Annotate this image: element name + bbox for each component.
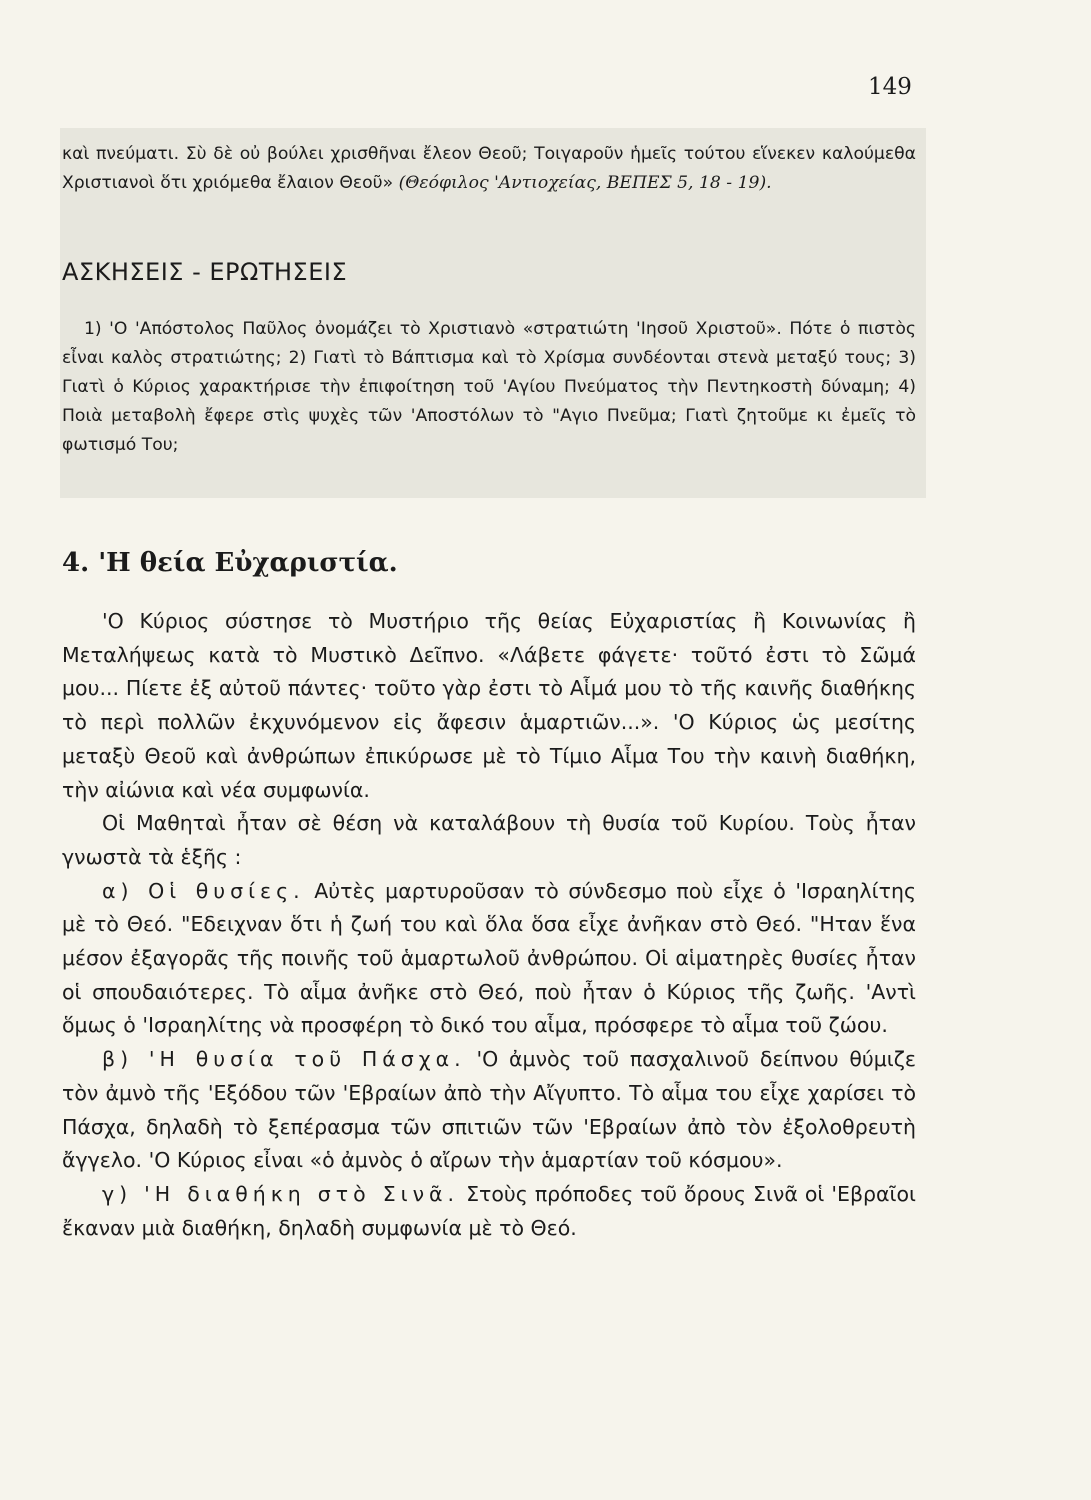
item-c-label: γ) 'Η διαθήκη στὸ Σινᾶ. <box>102 1181 460 1206</box>
item-a-label: α) Οἱ θυσίες. <box>102 878 305 903</box>
exercises-block <box>62 315 916 460</box>
item-b <box>62 1043 916 1178</box>
section-title: 4. 'Η θεία Εὐχαριστία. <box>62 548 398 578</box>
paragraph-1: 'Ο Κύριος σύστησε τὸ Μυστήριο τῆς θείας Εὐχαριστίας ἢ Κοινωνίας ἢ Μεταλήψεως κατὰ τὸ Μυστικὸ Δεῖπνο. «Λάβετε φάγετε· τοῦτό ἐστι τὸ Σῶμά μου... Πίετε ἐξ αὐτοῦ πάντες· τοῦτο γὰρ ἐστι τὸ Αἷμά μου τὸ τῆς καινῆς διαθήκης τὸ περὶ πολλῶν ἐκχυνόμενον εἰς ἄφεσιν ἁμαρτιῶν...». 'Ο Κύριος ὡς μεσίτης μεταξὺ Θεοῦ καὶ ἀνθρώπων ἐπικύρωσε μὲ τὸ Τίμιο Αἷμα Του τὴν καινὴ διαθήκη, τὴν αἰώνια καὶ νέα συμφωνία. <box>62 609 916 802</box>
section-body <box>62 605 916 1245</box>
paragraph-2: Οἱ Μαθηταὶ ἦταν σὲ θέση νὰ καταλάβουν τὴ θυσία τοῦ Κυρίου. Τοὺς ἦταν γνωστὰ τὰ ἑξῆς : <box>62 811 916 869</box>
item-b-text: 'Ο ἀμνὸς τοῦ πασχαλινοῦ δείπνου θύμιζε τὸν ἀμνὸ τῆς 'Εξόδου τῶν 'Εβραίων ἀπὸ τὴν Αἴγυπτο. Τὸ αἷμα του εἶχε χαρίσει τὸ Πάσχα, δηλαδὴ τὸ ξεπέρασμα τῶν σπιτιῶν τῶν 'Εβραίων ἀπὸ τὸν ἐξολοθρευτὴ ἄγγελο. 'Ο Κύριος εἶναι «ὁ ἀμνὸς ὁ αἴρων τὴν ἁμαρτίαν τοῦ κόσμου». <box>62 1047 916 1173</box>
exercises-heading: ΑΣΚΗΣΕΙΣ - ΕΡΩΤΗΣΕΙΣ <box>62 258 348 286</box>
quote-text: καὶ πνεύματι. Σὺ δὲ οὐ βούλει χρισθῆναι ἔλεον Θεοῦ; Τοιγαροῦν ἡμεῖς τούτου εἵνεκεν καλούμεθα Χριστιανοὶ ὅτι χριόμεθα ἔλαιον Θεοῦ» <box>62 144 916 193</box>
quote-block <box>62 140 916 198</box>
item-a-text: Αὐτὲς μαρτυροῦσαν τὸ σύνδεσμο ποὺ εἶχε ὁ 'Ισραηλίτης μὲ τὸ Θεό. "Εδειχναν ὅτι ἡ ζωή του καὶ ὅλα ὅσα εἶχε ἀνῆκαν στὸ Θεό. "Ηταν ἕνα μέσον ἐξαγορᾶς τῆς ποινῆς τοῦ ἁμαρτωλοῦ ἀνθρώπου. Οἱ αἱματηρὲς θυσίες ἦταν οἱ σπουδαιότερες. Τὸ αἷμα ἀνῆκε στὸ Θεό, ποὺ ἦταν ὁ Κύριος τῆς ζωῆς. 'Αντὶ ὅμως ὁ 'Ισραηλίτης νὰ προσφέρη τὸ δικό του αἷμα, πρόσφερε τὸ αἷμα τοῦ ζώου. <box>62 878 916 1038</box>
item-a <box>62 875 916 1044</box>
quote-citation: (Θεόφιλος 'Αντιοχείας, ΒΕΠΕΣ 5, 18 - 19). <box>398 173 772 193</box>
item-c-text: Στοὺς πρόποδες τοῦ ὄρους Σινᾶ οἱ 'Εβραῖοι ἔκαναν μιὰ διαθήκη, δηλαδὴ συμφωνία μὲ τὸ Θεό. <box>62 1181 916 1240</box>
item-b-label: β) 'Η θυσία τοῦ Πάσχα. <box>102 1047 466 1072</box>
item-c <box>62 1178 916 1245</box>
page-number: 149 <box>868 74 912 100</box>
exercises-text: 1) 'Ο 'Απόστολος Παῦλος ὀνομάζει τὸ Χριστιανὸ «στρατιώτη 'Ιησοῦ Χριστοῦ». Πότε ὁ πιστὸς εἶναι καλὸς στρατιώτης; 2) Γιατὶ τὸ Βάπτισμα καὶ τὸ Χρίσμα συνδέονται στενὰ μεταξύ τους; 3) Γιατὶ ὁ Κύριος χαρακτήρισε τὴν ἐπιφοίτηση τοῦ 'Αγίου Πνεύματος τὴν Πεντηκοστὴ δύναμη; 4) Ποιὰ μεταβολὴ ἔφερε στὶς ψυχὲς τῶν 'Αποστόλων τὸ "Αγιο Πνεῦμα; Γιατὶ ζητοῦμε κι ἐμεῖς τὸ φωτισμό Του; <box>62 319 916 455</box>
quote-paragraph <box>62 140 916 198</box>
